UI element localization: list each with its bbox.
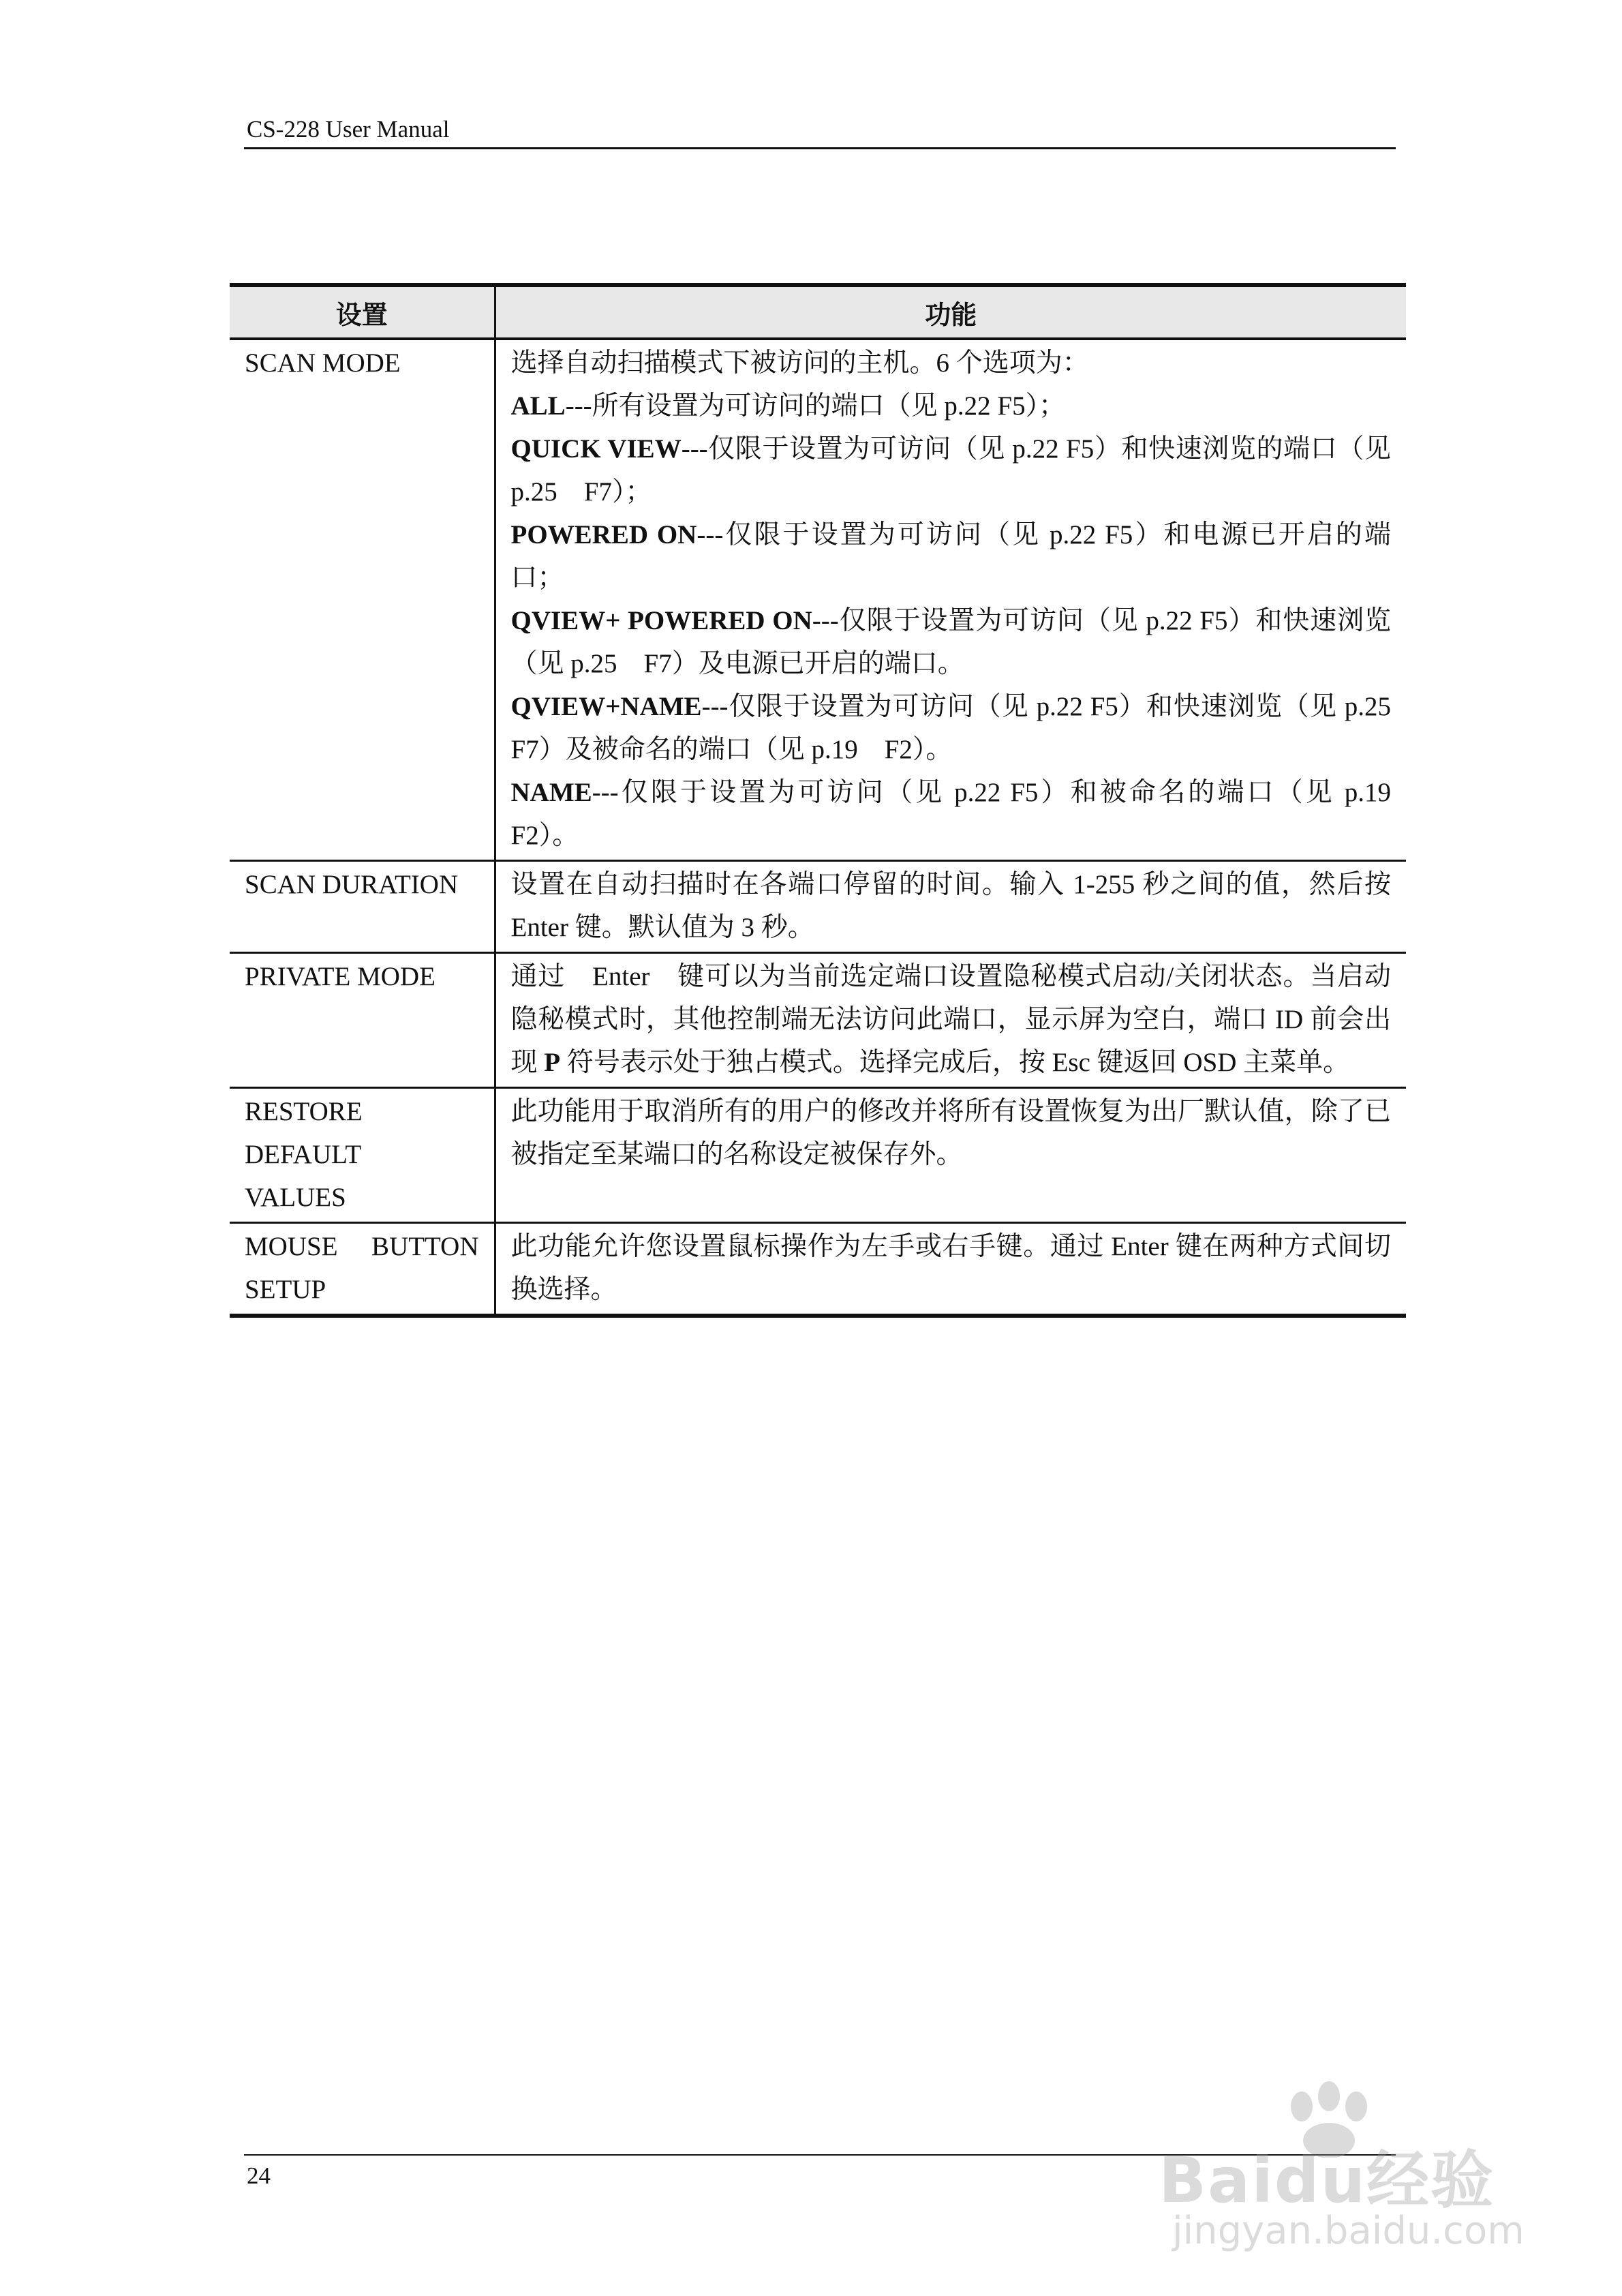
setting-name: MOUSE BUTTON SETUP — [230, 1223, 495, 1316]
watermark-brand: Baidu经验 — [1159, 2144, 1495, 2217]
description-line — [511, 513, 1392, 599]
option-name: QUICK VIEW — [510, 434, 682, 464]
setting-description — [495, 953, 1406, 1088]
table-row — [230, 1088, 1406, 1223]
setting-description — [495, 861, 1406, 953]
description-text: 此功能用于取消所有的用户的修改并将所有设置恢复为出厂默认值，除了已被指定至某端口的名称设定被保存外。 — [510, 1097, 1391, 1169]
column-header-function: 功能 — [495, 285, 1406, 339]
description-text: ---所有设置为可访问的端口（见 p.22 F5）； — [565, 391, 1066, 421]
table-header-row — [230, 285, 1406, 339]
description-text: ---仅限于设置为可访问（见 p.22 F5）和快速浏览的端口（见 p.25 F7）； — [510, 434, 1392, 507]
watermark-url: jingyan.baidu.com — [1172, 2209, 1525, 2253]
table-row — [230, 953, 1406, 1088]
option-name: POWERED ON — [510, 520, 697, 549]
setting-name: RESTORE DEFAULT VALUES — [230, 1088, 495, 1223]
description-line — [511, 342, 1392, 384]
description-text: ---仅限于设置为可访问（见 p.22 F5）和电源已开启的端口； — [510, 520, 1391, 592]
settings-table-container — [230, 283, 1406, 1318]
table-row — [230, 1223, 1406, 1316]
table-row — [230, 339, 1406, 861]
table-row — [230, 861, 1406, 953]
option-name: NAME — [510, 778, 592, 807]
setting-name: SCAN MODE — [230, 339, 495, 861]
description-text: 设置在自动扫描时在各端口停留的时间。输入 1-255 秒之间的值，然后按 Enter 键。默认值为 3 秒。 — [510, 870, 1391, 942]
page-number: 24 — [247, 2162, 271, 2189]
column-header-setting: 设置 — [230, 285, 495, 339]
baidu-watermark — [1159, 2076, 1567, 2260]
description-text: ---仅限于设置为可访问（见 p.22 F5）和快速浏览（见 p.25 F7）及被命名的端口（见 p.19 F2）。 — [510, 692, 1391, 764]
description-text: ---仅限于设置为可访问（见 p.22 F5）和快速浏览（见 p.25 F7）及电源已开启的端口。 — [510, 606, 1391, 678]
setting-description — [495, 1223, 1406, 1316]
settings-table — [230, 283, 1406, 1318]
option-name: QVIEW+NAME — [510, 692, 702, 721]
description-text: 符号表示处于独占模式。选择完成后，按 Esc 键返回 OSD 主菜单。 — [560, 1048, 1350, 1077]
description-line — [511, 384, 1392, 427]
setting-description — [495, 339, 1406, 861]
option-name: ALL — [510, 391, 566, 421]
description-text: ---仅限于设置为可访问（见 p.22 F5）和被命名的端口（见 p.19 F2）。 — [510, 778, 1391, 850]
description-text: 通过 Enter 键可以为当前选定端口设置隐秘模式启动/关闭状态。当启动隐秘模式时，其他控制端无法访问此端口，显示屏为空白，端口 ID 前会出现 — [510, 962, 1391, 1077]
description-text: 此功能允许您设置鼠标操作为左手或右手键。通过 Enter 键在两种方式间切换选择。 — [510, 1232, 1391, 1304]
description-line — [511, 685, 1392, 771]
header-rule — [244, 147, 1396, 149]
description-line — [511, 599, 1392, 685]
setting-description — [495, 1088, 1406, 1223]
symbol-p: P — [544, 1048, 561, 1077]
description-line — [511, 427, 1392, 513]
description-text: 选择自动扫描模式下被访问的主机。6 个选项为： — [510, 348, 1089, 378]
description-line — [511, 771, 1392, 857]
setting-name: SCAN DURATION — [230, 861, 495, 953]
option-name: QVIEW+ POWERED ON — [510, 606, 812, 635]
setting-name: PRIVATE MODE — [230, 953, 495, 1088]
running-header-title: CS-228 User Manual — [247, 116, 450, 142]
